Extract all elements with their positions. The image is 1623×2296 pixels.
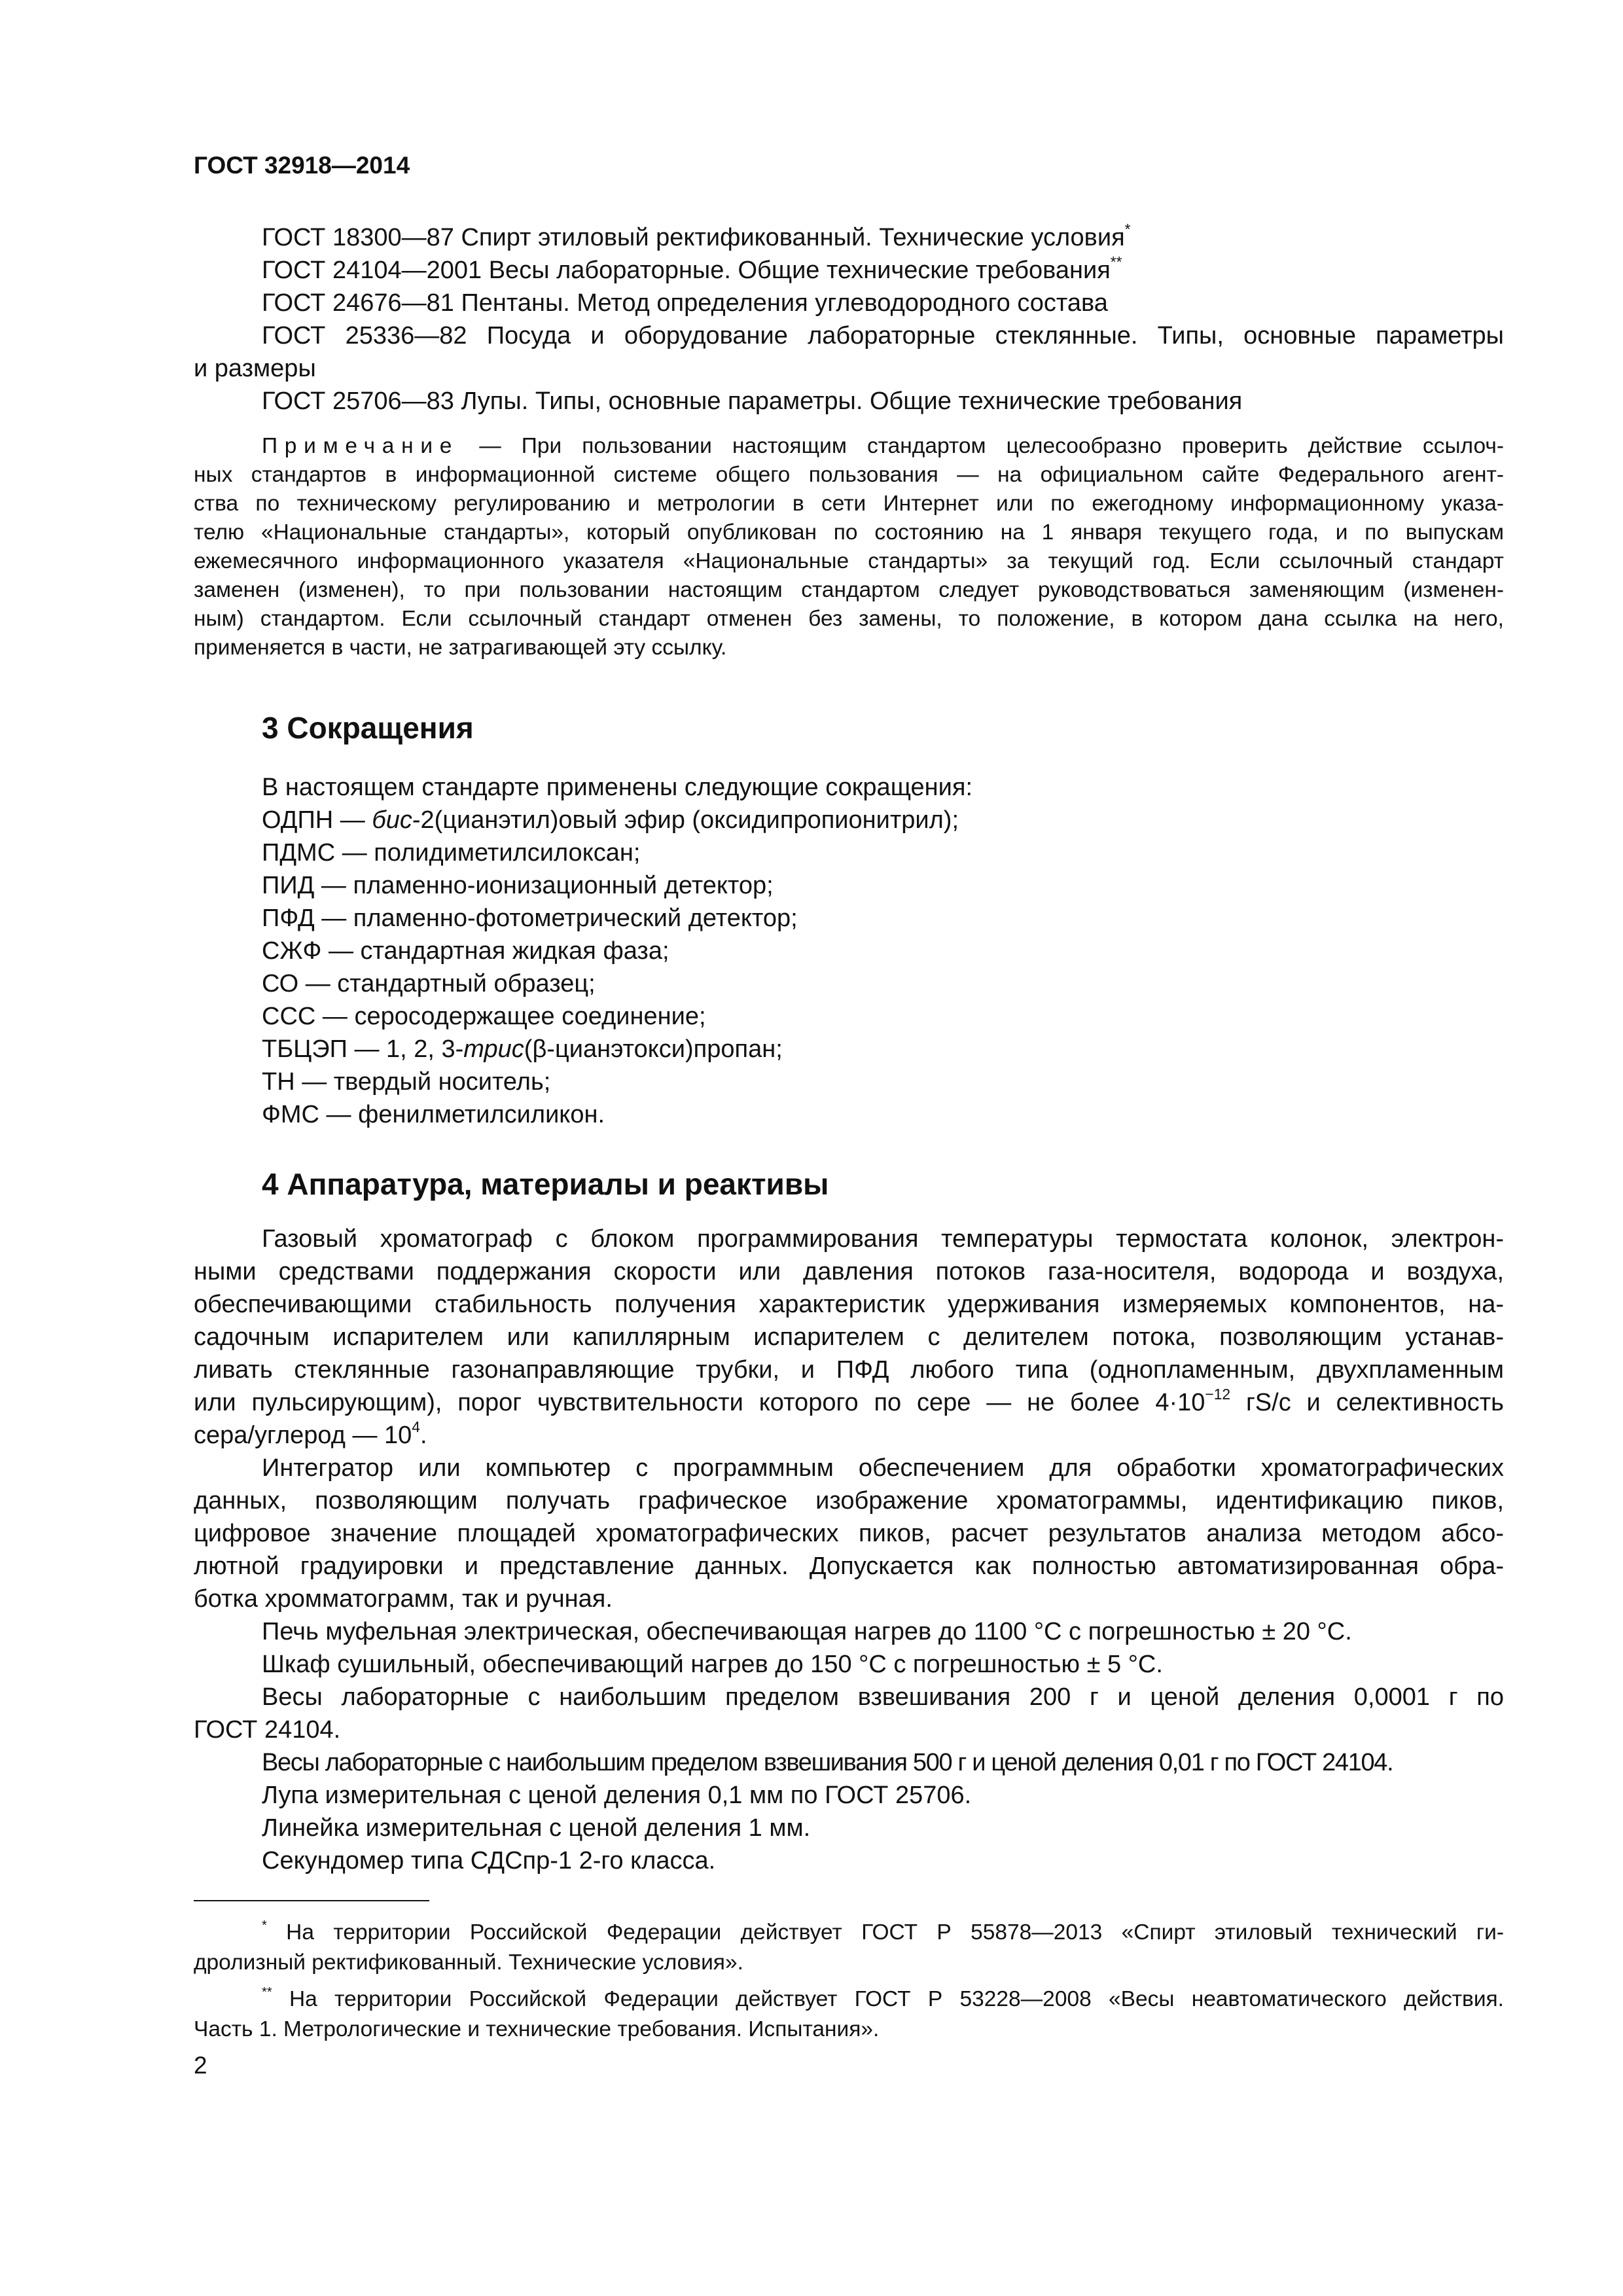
abbr-italic: бис	[372, 806, 412, 834]
abbr-text: ТБЦЭП — 1, 2, 3-	[262, 1035, 464, 1063]
paragraph-line: ГОСТ 24104.	[194, 1716, 341, 1744]
reference-gost-25706: ГОСТ 25706—83 Лупы. Типы, основные параметры. Общие технические требования	[262, 387, 1243, 415]
normative-references-list	[194, 221, 1504, 418]
note-line: ства по техническому регулированию и метрологии в сети Интернет или по ежегодному информационному указа-	[194, 492, 1504, 516]
note-text: — При пользовании настоящим стандартом целесообразно проверить действие ссылоч-	[479, 434, 1504, 458]
abbreviation-so: СО — стандартный образец;	[262, 970, 596, 997]
text-segment: гS/с и селективность	[1230, 1389, 1504, 1416]
abbreviation-odpn	[262, 804, 972, 836]
paragraph-line: садочным испарителем или капиллярным испарителем с делителем потока, позволяющим устанав-	[194, 1323, 1504, 1351]
abbr-text: -2(цианэтил)овый эфир (оксидипропионитрил);	[412, 806, 959, 834]
paragraph-line: Линейка измерительная с ценой деления 1 мм.	[262, 1814, 811, 1842]
paragraph-line: цифровое значение площадей хроматографических пиков, расчет результатов анализа методом абсо-	[194, 1520, 1504, 1547]
abbreviation-pid: ПИД — пламенно-ионизационный детектор;	[262, 872, 774, 899]
page-number: 2	[194, 2052, 207, 2079]
reference-gost-24676: ГОСТ 24676—81 Пентаны. Метод определения углеводородного состава	[262, 289, 1108, 317]
paragraph-line: лютной градуировки и представление данных. Допускается как полностью автоматизированная обра-	[194, 1552, 1504, 1580]
footnote-marker: **	[262, 1984, 272, 2000]
footnote-text: На территории Российской Федерации действует ГОСТ Р 53228—2008 «Весы неавтоматического действия.	[272, 1987, 1504, 2011]
section-4-heading: 4 Аппаратура, материалы и реактивы	[262, 1167, 829, 1201]
note-line: ежемесячного информационного указателя «Национальные стандарты» за текущий год. Если ссылочный стандарт	[194, 549, 1504, 573]
paragraph-line: ботка хромматограмм, так и ручная.	[194, 1585, 613, 1613]
paragraph-line: обеспечивающими стабильность получения характеристик удерживания измеряемых компонентов, на-	[194, 1291, 1504, 1318]
reference-gost-18300	[194, 221, 1504, 254]
note-line	[194, 432, 1504, 461]
note-line: ных стандартов в информационной системе общего пользования — на официальном сайте Федерального агент-	[194, 463, 1504, 487]
note-line: телю «Национальные стандарты», который опубликован по состоянию на 1 января текущего года, и по выпускам	[194, 520, 1504, 545]
footnote-1-line: дролизный ректификованный. Технические условия».	[194, 1950, 743, 1975]
paragraph-line: ными средствами поддержания скорости или давления потоков газа-носителя, водорода и воздуха,	[194, 1258, 1504, 1285]
abbreviation-szhf: СЖФ — стандартная жидкая фаза;	[262, 937, 669, 965]
abbreviations-intro: В настоящем стандарте применены следующие сокращения:	[262, 774, 973, 801]
document-code-header: ГОСТ 32918—2014	[194, 152, 410, 179]
footnotes	[194, 1918, 1504, 2045]
paragraph-line: ливать стеклянные газонаправляющие трубки, и ПФД любого типа (однопламенным, двухпламенным	[194, 1356, 1504, 1384]
section-3-heading: 3 Сокращения	[262, 711, 474, 745]
equipment-section-body	[194, 1223, 1504, 1877]
paragraph-line: Секундомер типа СДСпр-1 2-го класса.	[262, 1847, 716, 1874]
paragraph-line: Лупа измерительная с ценой деления 0,1 мм по ГОСТ 25706.	[262, 1782, 972, 1809]
abbreviation-tn: ТН — твердый носитель;	[262, 1068, 551, 1096]
paragraph-line: Газовый хроматограф с блоком программирования температуры термостата колонок, электрон-	[262, 1225, 1504, 1253]
paragraph-line: Печь муфельная электрическая, обеспечивающая нагрев до 1100 °С с погрешностью ± 20 °С.	[262, 1618, 1352, 1645]
references-note	[194, 432, 1504, 662]
reference-gost-25336: ГОСТ 25336—82 Посуда и оборудование лабораторные стеклянные. Типы, основные параметры	[262, 322, 1504, 350]
paragraph-line: Весы лабораторные с наибольшим пределом взвешивания 200 г и ценой деления 0,0001 г по	[262, 1683, 1504, 1711]
note-line: ным) стандартом. Если ссылочный стандарт отменен без замены, то положение, в котором дана ссылка на него,	[194, 607, 1504, 631]
text-segment: или пульсирующим), порог чувствительности которого по сере — не более 4·10	[194, 1389, 1205, 1416]
abbr-italic: трис	[463, 1035, 524, 1063]
paragraph-line: Шкаф сушильный, обеспечивающий нагрев до 150 °С с погрешностью ± 5 °С.	[262, 1651, 1163, 1678]
paragraph-line: Весы лабораторные с наибольшим пределом взвешивания 500 г и ценой деления 0,01 г по ГОСТ 24104.	[262, 1749, 1393, 1776]
reference-text: ГОСТ 18300—87 Спирт этиловый ректификованный. Технические условия	[262, 224, 1125, 251]
paragraph-line	[194, 1419, 1504, 1452]
abbreviation-fms: ФМС — фенилметилсиликон.	[262, 1101, 605, 1128]
footnote-marker: *	[1124, 220, 1131, 238]
reference-gost-24104	[194, 254, 1504, 287]
paragraph-line: данных, позволяющим получать графическое изображение хроматограммы, идентификацию пиков,	[194, 1487, 1504, 1515]
exponent: −12	[1205, 1385, 1231, 1403]
abbreviation-sss: ССС — серосодержащее соединение;	[262, 1003, 706, 1030]
footnote-separator	[194, 1900, 429, 1901]
footnote-text: На территории Российской Федерации действует ГОСТ Р 55878—2013 «Спирт этиловый технический ги-	[266, 1920, 1504, 1945]
footnote-1-line	[194, 1918, 1504, 1948]
note-line: заменен (изменен), то при пользовании настоящим стандартом следует руководствоваться заменяющим (изменен-	[194, 578, 1504, 602]
footnote-marker: *	[262, 1918, 267, 1933]
reference-gost-25336-continued: и размеры	[194, 355, 316, 382]
abbr-text: (β-цианэтокси)пропан;	[524, 1035, 783, 1063]
abbreviation-pdms: ПДМС — полидиметилсилоксан;	[262, 839, 641, 867]
paragraph-line: Интегратор или компьютер с программным обеспечением для обработки хроматографических	[262, 1454, 1504, 1482]
paragraph-line	[194, 1386, 1504, 1419]
abbreviation-pfd: ПФД — пламенно-фотометрический детектор;	[262, 905, 798, 932]
abbreviation-tbcep	[262, 1033, 972, 1066]
exponent: 4	[412, 1418, 420, 1435]
text-segment: .	[419, 1422, 427, 1449]
note-line: применяется в части, не затрагивающей эту ссылку.	[194, 636, 727, 660]
reference-text: ГОСТ 24104—2001 Весы лабораторные. Общие технические требования	[262, 257, 1111, 284]
footnote-2-line	[194, 1984, 1504, 2015]
text-segment: сера/углерод — 10	[194, 1422, 412, 1449]
abbr-text: ОДПН —	[262, 806, 372, 834]
footnote-2-line: Часть 1. Метрологические и технические требования. Испытания».	[194, 2017, 880, 2041]
note-label: Примечание	[262, 434, 459, 458]
footnote-marker: **	[1110, 253, 1122, 270]
abbreviations-list	[262, 771, 972, 1131]
